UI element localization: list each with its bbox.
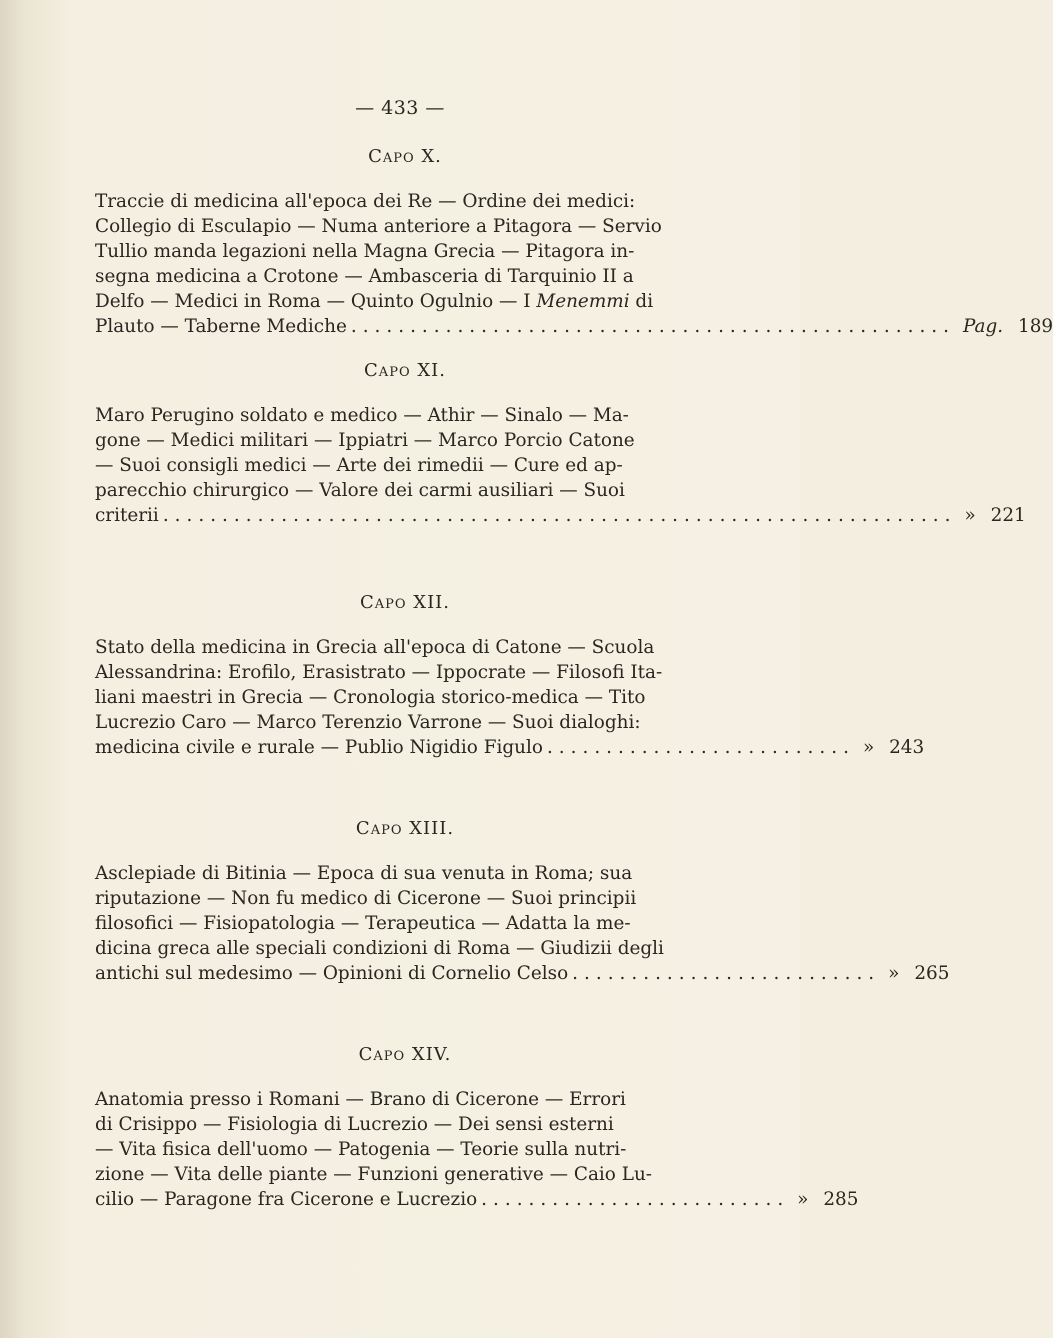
summary-line: dicina greca alle speciali condizioni di Roma — Giudizii degli [95, 938, 664, 959]
chapter-xiii [95, 818, 950, 986]
summary-line: filosofici — Fisiopatologia — Terapeutica — Adatta la me- [95, 913, 631, 934]
chapter-title: Capo XI. [364, 360, 446, 381]
italic-word: Menemmi [536, 291, 630, 312]
summary-line: Plauto — Taberne Mediche [95, 316, 347, 337]
summary-line: cilio — Paragone fra Cicerone e Lucrezio [95, 1189, 478, 1210]
summary-line: gone — Medici militari — Ippiatri — Marco Porcio Catone [95, 430, 635, 451]
dot-leader: .......................... [546, 737, 855, 758]
summary-line: Asclepiade di Bitinia — Epoca di sua venuta in Roma; sua [95, 863, 633, 884]
chapter-title: Capo XIII. [355, 818, 455, 839]
summary-line: Maro Perugino soldato e medico — Athir — Sinalo — Ma- [95, 405, 629, 426]
chapter-summary [95, 189, 1053, 339]
summary-line: parecchio chirurgico — Valore dei carmi ausiliari — Suoi [95, 480, 625, 501]
chapter-summary [95, 861, 950, 986]
chapter-title: Capo X. [368, 146, 442, 167]
summary-line: — Suoi consigli medici — Arte dei rimedii — Cure ed ap- [95, 455, 623, 476]
summary-last-line [95, 735, 925, 760]
page-label: » [964, 505, 976, 526]
summary-line: Lucrezio Caro — Marco Terenzio Varrone — Suoi dialoghi: [95, 712, 641, 733]
page-label: » [862, 737, 875, 758]
summary-line: di Crisippo — Fisiologia di Lucrezio — Dei sensi esterni [95, 1114, 614, 1135]
page-reference: 189 [1018, 316, 1053, 337]
page-label: Pag. [962, 316, 1004, 337]
summary-line: criterii [95, 505, 159, 526]
summary-line: Alessandrina: Erofilo, Erasistrato — Ippocrate — Filosofi Ita- [95, 662, 663, 683]
chapter-summary [95, 403, 1026, 528]
page-reference: 221 [990, 505, 1026, 526]
summary-line: — Vita fisica dell'uomo — Patogenia — Teorie sulla nutri- [95, 1139, 627, 1160]
summary-last-line [95, 314, 1053, 339]
summary-line: Stato della medicina in Grecia all'epoca di Catone — Scuola [95, 637, 655, 658]
chapter-summary [95, 1087, 859, 1212]
summary-line: Delfo — Medici in Roma — Quinto Ogulnio — I Menemmi di [95, 291, 654, 312]
chapter-title: Capo XIV. [358, 1044, 452, 1065]
chapter-xi [95, 360, 1026, 528]
page-label: » [797, 1189, 809, 1210]
page-reference: 243 [889, 737, 925, 758]
dot-leader: ................................................... [350, 316, 955, 337]
summary-line: Tullio manda legazioni nella Magna Grecia — Pitagora in- [95, 241, 635, 262]
summary-line: Collegio di Esculapio — Numa anteriore a Pitagora — Servio [95, 216, 662, 237]
page-label: » [888, 963, 900, 984]
page-number: — 433 — [355, 97, 445, 119]
summary-line: segna medicina a Crotone — Ambasceria di Tarquinio II a [95, 266, 634, 287]
chapter-title: Capo XII. [359, 592, 451, 613]
summary-line: zione — Vita delle piante — Funzioni generative — Caio Lu- [95, 1164, 652, 1185]
summary-last-line [95, 961, 950, 986]
summary-line: liani maestri in Grecia — Cronologia storico-medica — Tito [95, 687, 646, 708]
page-reference: 285 [823, 1189, 859, 1210]
dot-leader: .......................... [572, 963, 881, 984]
page-reference: 265 [914, 963, 950, 984]
summary-line: antichi sul medesimo — Opinioni di Cornelio Celso [95, 963, 569, 984]
chapter-xii [95, 592, 925, 760]
summary-line: riputazione — Non fu medico di Cicerone — Suoi principii [95, 888, 637, 909]
chapter-xiv [95, 1044, 859, 1212]
dot-leader: .......................... [481, 1189, 790, 1210]
summary-line: medicina civile e rurale — Publio Nigidio Figulo [95, 737, 543, 758]
chapter-summary [95, 635, 925, 760]
summary-last-line [95, 503, 1026, 528]
dot-leader: ................................................................... [162, 505, 957, 526]
summary-line: Traccie di medicina all'epoca dei Re — Ordine dei medici: [95, 191, 636, 212]
summary-last-line [95, 1187, 859, 1212]
summary-line: Anatomia presso i Romani — Brano di Cicerone — Errori [95, 1089, 626, 1110]
chapter-x [95, 146, 1053, 339]
